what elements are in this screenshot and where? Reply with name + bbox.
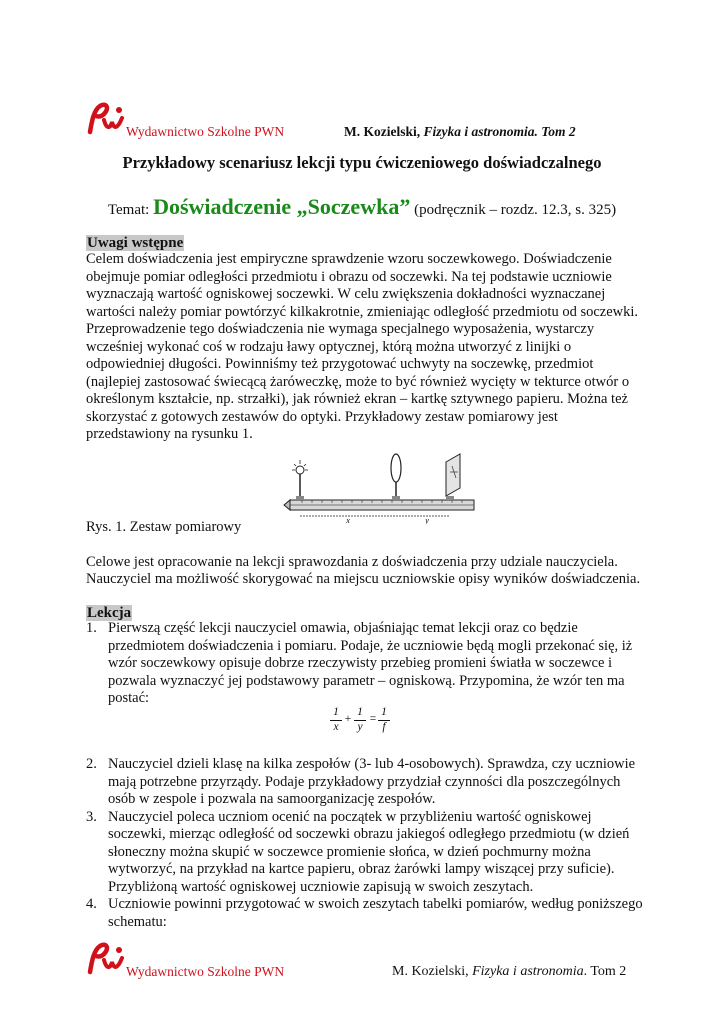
formula-denominator-f: f <box>382 721 386 733</box>
formula-plus: + <box>344 713 352 725</box>
intro-heading: Uwagi wstępne <box>87 235 184 251</box>
formula-numerator-1: 1 <box>333 706 339 718</box>
intro-heading-wrap <box>86 234 184 252</box>
list-item <box>86 809 646 897</box>
list-item <box>86 620 646 708</box>
list-item-text: Uczniowie powinni przygotować w swoich zeszytach tabelki pomiarów, według poniższego schematu: <box>108 896 643 930</box>
list-item-text: Nauczyciel dzieli klasę na kilka zespołów (3- lub 4-osobowych). Sprawdza, czy uczniowie mają potrzebne przyrządy. Podaje przykładowy przydział czynności dla poszczególnych osób w zespole i pozwala na samoorganizację zespołów. <box>108 756 636 807</box>
measurement-setup-figure <box>282 452 482 524</box>
footer-volume: . Tom 2 <box>583 964 627 979</box>
lesson-list-part1 <box>86 620 646 708</box>
report-line-2: Nauczyciel ma możliwość skorygować na miejscu uczniowskie opisy wyników doświadczenia. <box>86 571 641 587</box>
intro-paragraph: Celem doświadczenia jest empiryczne sprawdzenie wzoru soczewkowego. Doświadczenie obejmuje pomiar odległości przedmiotu i obrazu od soczewki. Na tej podstawie uczniowie wyznaczają wartość ogniskowej soczewki. W celu zwiększenia dokładności wyznaczanej wartości należy pomiar powtórzyć kilkakrotnie, zmieniając odległość przedmiotu od soczewki. Przeprowadzenie tego doświadczenia nie wymaga specjalnego wyposażenia, wystarczy wcześniej wykonać coś w rodzaju ławy optycznej, którą można utworzyć z linijki o odpowiedniej długości. Powinniśmy też przygotować uchwyty na soczewkę, przedmiot (najlepiej zastosować świecącą żaróweczkę, może to być również wycięty w tekturce otwór o określonym kształcie, np. strzałki), jak również ekran – kartkę sztywnego papieru. Można też skorzystać z gotowych zestawów do optyki. Przykładowy zestaw pomiarowy jest przedstawiony na rysunku 1. <box>86 251 639 442</box>
report-line-1: Celowe jest opracowanie na lekcji sprawozdania z doświadczenia przy udziale nauczyciela. <box>86 554 618 570</box>
footer-book-title: Fizyka i astronomia <box>472 964 584 979</box>
topic-prefix: Temat: <box>107 202 150 218</box>
footer-book <box>392 964 626 980</box>
topic-name: Doświadczenie „Soczewka” <box>153 194 411 219</box>
list-item <box>86 896 646 931</box>
header-book <box>344 124 576 140</box>
header-publisher: Wydawnictwo Szkolne PWN <box>126 124 285 139</box>
formula-denominator-y: y <box>357 721 363 733</box>
list-item-number: 1. <box>86 620 97 636</box>
list-item-text: Pierwszą część lekcji nauczyciel omawia, objaśniając temat lekcji oraz co będzie przedmiotem doświadczenia i pomiaru. Podaje, że uczniowie będą mogli przekonać się, iż wzór soczewkowy opisuje dobrze rzeczywisty przebieg promieni światła w soczewce i pozwala wyznaczyć jej podstawowy parametr – ogniskową. Przypomina, że wzór ten ma postać: <box>108 620 633 706</box>
pwn-logo-footer-icon <box>86 938 126 978</box>
figure-label-x: x <box>346 516 350 524</box>
footer-author: M. Kozielski, <box>392 964 469 979</box>
formula-numerator-3: 1 <box>381 706 387 718</box>
list-item-number: 4. <box>86 896 97 912</box>
footer-publisher: Wydawnictwo Szkolne PWN <box>126 964 285 979</box>
formula-numerator-2: 1 <box>357 706 363 718</box>
list-item-number: 2. <box>86 756 97 772</box>
list-item-number: 3. <box>86 808 97 825</box>
page-title: Przykładowy scenariusz lekcji typu ćwiczeniowego doświadczalnego <box>122 153 602 172</box>
lesson-list-part2 <box>86 756 646 931</box>
lesson-heading: Lekcja <box>87 605 132 621</box>
pwn-logo-icon <box>86 98 126 138</box>
topic-line <box>0 194 724 220</box>
header-author: M. Kozielski, <box>344 124 421 139</box>
topic-reference: (podręcznik – rozdz. 12.3, s. 325) <box>414 202 617 218</box>
formula-equals: = <box>369 713 377 725</box>
lens-formula <box>330 706 400 740</box>
formula-denominator-x: x <box>333 721 339 733</box>
figure-label-y: y <box>425 516 429 524</box>
figure-caption: Rys. 1. Zestaw pomiarowy <box>86 519 242 535</box>
list-item <box>86 756 646 809</box>
list-item-text: Nauczyciel poleca uczniom ocenić na początek w przybliżeniu wartość ogniskowej soczewki, mierząc odległość od soczewki obrazu jakiegoś odległego przedmiotu (w dzień słoneczny można skupić w soczewce promienie słońca, w dzień pochmurny można wytworzyć, na przykład na kartce papieru, obraz żarówki lampy wiszącej przy suficie). Przybliżoną wartość ogniskowej uczniowie zapisują w swoich zeszytach. <box>108 808 630 895</box>
header-book-title: Fizyka i astronomia. Tom 2 <box>423 124 576 139</box>
